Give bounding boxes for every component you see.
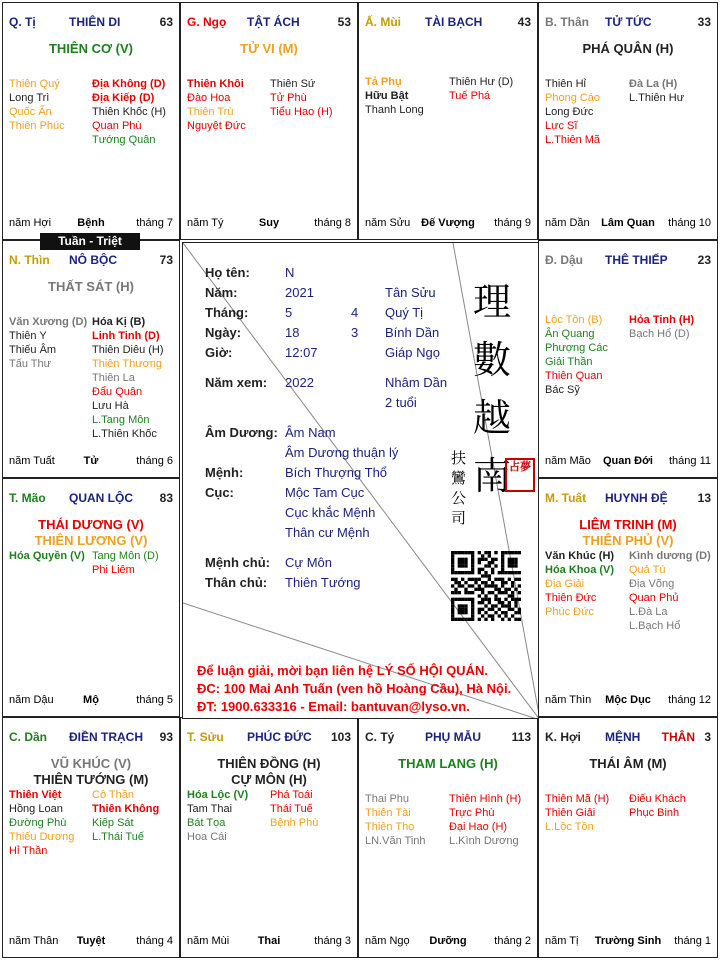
qr-code-icon (451, 551, 521, 621)
palace-name: TẬT ÁCH (247, 15, 300, 29)
minor-star: Thiên Trù (187, 106, 234, 118)
palace-name: THÊ THIẾP (605, 253, 668, 267)
minor-star: Thiên Mã (H) (545, 793, 610, 805)
minor-star: Đà La (H) (629, 78, 678, 90)
palace-number: 103 (330, 730, 351, 744)
minor-star: Thiên Hỉ (545, 78, 586, 90)
minor-star: Tang Môn (D) (92, 550, 159, 562)
minor-star: Thiên Không (92, 803, 160, 815)
footer-stage: Mộ (83, 694, 99, 706)
minor-star: Thiên Hình (H) (449, 793, 522, 805)
minor-stars-right (629, 313, 694, 341)
minor-star: Đường Phù (9, 817, 67, 829)
minor-star: Quan Phù (92, 120, 142, 132)
info-label: Mệnh: (205, 465, 244, 480)
main-star: VŨ KHÚC (V) (50, 756, 132, 771)
palace-footer (545, 217, 711, 231)
footer-stage: Quan Đới (603, 455, 653, 467)
footer-year: năm Hợi (9, 217, 52, 229)
footer-year: năm Tý (187, 217, 224, 229)
minor-star: Trực Phù (449, 807, 495, 819)
footer-stage: Bệnh (77, 217, 105, 229)
palace-header (365, 730, 531, 746)
info-value: Thân cư Mệnh (285, 525, 370, 540)
minor-star: Bệnh Phù (270, 817, 319, 829)
info-value: 18 (285, 325, 300, 340)
minor-star: L.Thiên Hư (629, 92, 685, 104)
info-label: Năm: (205, 285, 238, 300)
minor-star: Thiên La (92, 372, 135, 384)
palace-footer (187, 935, 351, 949)
palace-header (545, 730, 711, 746)
palace-number: 53 (337, 15, 351, 29)
minor-stars-right (449, 75, 513, 103)
calligraphy-char: 南 (473, 454, 512, 498)
info-value: Âm Dương thuận lý (285, 445, 399, 460)
palace-cell (2, 478, 180, 717)
small-calligraphy-char: 鸞 (451, 469, 467, 487)
minor-star: Đại Hao (H) (449, 821, 508, 833)
minor-star: Thiên Khôi (187, 78, 244, 90)
footer-month: tháng 1 (674, 935, 711, 947)
info-value: Cự Môn (285, 555, 332, 570)
palace-position: K. Hợi (545, 730, 581, 744)
minor-stars-left (9, 788, 74, 858)
minor-star: Bát Tọa (187, 817, 226, 829)
footer-month: tháng 12 (668, 694, 711, 706)
minor-star: Thanh Long (365, 104, 424, 116)
info-value: Thiên Tướng (285, 575, 361, 590)
minor-star: Thiên Thương (92, 358, 163, 370)
info-label: Tháng: (205, 305, 249, 320)
minor-star: Thiên Quan (545, 370, 603, 382)
minor-star: Hóa Khoa (V) (545, 564, 615, 576)
calligraphy-char: 數 (473, 338, 512, 382)
minor-stars-right (92, 788, 159, 844)
palace-header (545, 15, 711, 31)
footer-month: tháng 4 (136, 935, 173, 947)
palace-name: TỬ TỨC (605, 15, 652, 29)
palace-name: PHỤ MẪU (425, 730, 481, 744)
minor-star: Kình dương (D) (629, 550, 711, 562)
palace-header (187, 730, 351, 746)
minor-star: Đẩu Quân (92, 386, 143, 398)
footer-month: tháng 3 (314, 935, 351, 947)
footer-month: tháng 11 (668, 455, 711, 467)
minor-star: Phượng Các (545, 342, 608, 354)
palace-cell (358, 717, 538, 958)
minor-star: Phá Toái (270, 789, 313, 801)
minor-star: Thiên Việt (9, 789, 62, 801)
info-value: Mộc Tam Cục (285, 485, 365, 500)
minor-star: Phúc Đức (545, 606, 594, 618)
minor-star: Thiên Y (9, 330, 47, 342)
minor-stars-left (9, 549, 85, 563)
minor-stars-right (92, 549, 159, 577)
minor-star: LN.Văn Tinh (365, 835, 426, 847)
minor-stars-left (187, 788, 248, 844)
palace-footer (9, 935, 173, 949)
minor-stars-left (545, 77, 600, 147)
minor-star: Cô Thần (92, 789, 134, 801)
minor-star: L.Thiên Mã (545, 134, 601, 146)
palace-number: 3 (704, 730, 711, 744)
info-value-lunar: 4 (351, 305, 359, 320)
minor-star: L.Thiên Khốc (92, 428, 157, 440)
info-label: Giờ: (205, 345, 233, 360)
palace-header (545, 253, 711, 269)
footer-month: tháng 2 (494, 935, 531, 947)
palace-header (9, 730, 173, 746)
palace-position: N. Thìn (9, 253, 50, 267)
palace-footer (365, 217, 531, 231)
minor-star: Bạch Hổ (D) (629, 328, 690, 340)
palace-position: Q. Tị (9, 15, 36, 29)
palace-cell (2, 717, 180, 958)
footer-stage: Suy (258, 217, 280, 229)
footer-year: năm Tị (545, 935, 579, 947)
footer-year: năm Thân (9, 935, 59, 947)
minor-stars-left (9, 315, 87, 371)
minor-star: Tả Phụ (365, 76, 402, 88)
credit-line: ĐT: 1900.633316 - Email: bantuvan@lyso.vn. (197, 699, 470, 714)
info-value: 12:07 (285, 345, 318, 360)
minor-star: Tử Phù (270, 92, 307, 104)
footer-stage: Trường Sinh (594, 935, 662, 947)
palace-cell (180, 2, 358, 240)
minor-stars-left (365, 792, 426, 848)
footer-stage: Dưỡng (429, 935, 467, 947)
minor-star: Long Trì (9, 92, 50, 104)
footer-stage: Tuyệt (76, 935, 106, 947)
palace-header (545, 491, 711, 507)
minor-star: Hữu Bật (365, 90, 409, 102)
minor-star: Địa Không (D) (92, 78, 166, 90)
minor-star: Thiên Tài (365, 807, 411, 819)
palace-header (187, 15, 351, 31)
minor-star: Hỏa Tinh (H) (629, 314, 695, 326)
minor-star: Giải Thần (545, 356, 593, 368)
minor-star: Phi Liêm (92, 564, 135, 576)
minor-star: Hoa Cái (187, 831, 227, 843)
minor-stars-left (545, 792, 609, 834)
main-star: PHÁ QUÂN (H) (582, 41, 674, 56)
footer-month: tháng 9 (494, 217, 531, 229)
minor-stars-left (545, 549, 614, 619)
main-star: CỰ MÔN (H) (231, 772, 307, 787)
info-value: Bích Thượng Thổ (285, 465, 388, 480)
palace-number: 83 (159, 491, 173, 505)
minor-star: Nguyệt Đức (187, 120, 246, 132)
main-star: THAM LANG (H) (398, 756, 498, 771)
palace-cell (538, 240, 718, 478)
minor-star: Thiên Thọ (365, 821, 415, 833)
minor-star: Lộc Tồn (B) (545, 314, 603, 326)
main-star: THIÊN CƠ (V) (48, 41, 134, 56)
minor-stars-right (270, 77, 333, 119)
minor-star: L.Bạch Hổ (629, 620, 681, 632)
footer-year: năm Dần (545, 217, 590, 229)
main-star: THIÊN LƯƠNG (V) (34, 533, 148, 548)
minor-star: Quả Tú (629, 564, 666, 576)
minor-stars-right (92, 315, 164, 441)
info-value: N (285, 265, 295, 280)
chart-grid (2, 2, 718, 958)
minor-star: Thiếu Dương (9, 831, 75, 843)
credit-line: ĐC: 100 Mai Anh Tuấn (ven hồ Hoàng Cầu), Hà Nội. (197, 681, 512, 696)
palace-cell (358, 2, 538, 240)
palace-cell (2, 2, 180, 240)
palace-number: 113 (511, 730, 531, 744)
minor-stars-left (187, 77, 246, 133)
minor-star: Thiên Đức (545, 592, 597, 604)
palace-cell (538, 478, 718, 717)
minor-stars-right (449, 792, 521, 848)
minor-star: Văn Khúc (H) (545, 550, 615, 562)
info-value-canchi: 2 tuổi (385, 395, 417, 410)
palace-footer (9, 217, 173, 231)
seal-stamp: 占夢 (505, 458, 535, 492)
minor-star: Lưu Hà (92, 400, 129, 412)
palace-name: THIÊN DI (69, 15, 121, 29)
footer-year: năm Dậu (9, 694, 54, 706)
info-value: 5 (285, 305, 293, 320)
minor-star: Long Đức (545, 106, 594, 118)
palace-footer (545, 455, 711, 469)
palace-position: M. Tuất (545, 491, 587, 505)
palace-position: T. Mão (9, 491, 46, 505)
info-label: Họ tên: (205, 265, 250, 280)
palace-position: C. Tý (365, 730, 395, 744)
palace-name: MỆNH (605, 730, 641, 744)
minor-star: Thiên Phúc (9, 120, 65, 132)
minor-star: Quan Phủ (629, 592, 679, 604)
minor-star: Thiếu Âm (9, 344, 57, 356)
footer-year: năm Mùi (187, 935, 230, 947)
footer-stage: Đế Vượng (421, 217, 475, 229)
info-label: Ngày: (205, 325, 242, 340)
center-info-panel (182, 242, 539, 719)
palace-position: T. Sửu (187, 730, 224, 744)
main-star: THIÊN TƯỚNG (M) (33, 772, 149, 787)
minor-star: L.Tang Môn (92, 414, 150, 426)
minor-star: L.Lộc Tồn (545, 821, 594, 833)
minor-stars-right (629, 792, 686, 820)
minor-star: Bác Sỹ (545, 384, 580, 396)
info-value-canchi: Quý Tị (385, 305, 424, 320)
minor-star: Thiên Hư (D) (449, 76, 514, 88)
palace-cell (2, 240, 180, 478)
info-value-canchi: Tân Sửu (385, 285, 436, 300)
palace-number: 43 (517, 15, 531, 29)
footer-stage: Tử (83, 455, 99, 467)
palace-cell (538, 717, 718, 958)
palace-position: B. Thân (545, 15, 589, 29)
palace-cell (180, 717, 358, 958)
footer-stage: Thai (257, 935, 281, 947)
palace-header (9, 253, 173, 269)
main-star: THIÊN ĐỒNG (H) (217, 756, 321, 771)
palace-cell (538, 2, 718, 240)
info-value-canchi: Bính Dần (385, 325, 440, 340)
palace-header (9, 15, 173, 31)
minor-stars-right (92, 77, 166, 147)
main-star: THÁI DƯƠNG (V) (38, 517, 144, 532)
footer-stage: Mộc Dục (605, 694, 651, 706)
minor-star: Thiên Khốc (H) (92, 106, 166, 118)
info-value: 2021 (285, 285, 314, 300)
minor-star: Hóa Quyền (V) (9, 550, 85, 562)
minor-star: Thiên Giải (545, 807, 596, 819)
palace-footer (9, 455, 173, 469)
minor-star: Thiên Sứ (270, 78, 316, 90)
footer-month: tháng 7 (136, 217, 173, 229)
minor-star: Tấu Thư (9, 358, 52, 370)
minor-star: L.Kình Dương (449, 835, 519, 847)
minor-star: Tiểu Hao (H) (270, 106, 333, 118)
info-value-canchi: Nhâm Dần (385, 375, 448, 390)
footer-month: tháng 8 (314, 217, 351, 229)
info-label: Năm xem: (205, 375, 268, 390)
palace-position: Đ. Dậu (545, 253, 584, 267)
main-star: LIÊM TRINH (M) (579, 517, 677, 532)
footer-month: tháng 6 (136, 455, 173, 467)
palace-name: ĐIỀN TRẠCH (69, 730, 143, 744)
minor-star: Thiên Diêu (H) (92, 344, 164, 356)
footer-year: năm Tuất (9, 455, 55, 467)
minor-star: Địa Kiếp (D) (92, 92, 155, 104)
main-star: THẤT SÁT (H) (48, 279, 134, 294)
palace-number: 63 (159, 15, 173, 29)
palace-name: TÀI BẠCH (425, 15, 483, 29)
info-label: Mệnh chủ: (205, 555, 270, 570)
minor-star: L.Đà La (629, 606, 668, 618)
minor-star: Thiên Quý (9, 78, 60, 90)
small-calligraphy-char: 司 (451, 509, 467, 527)
info-value-lunar: 3 (351, 325, 359, 340)
minor-stars-right (629, 77, 684, 105)
palace-name: NÔ BỘC (69, 253, 117, 267)
palace-number: 93 (159, 730, 173, 744)
footer-year: năm Thìn (545, 694, 592, 706)
palace-number: 13 (697, 491, 711, 505)
info-value-canchi: Giáp Ngọ (385, 345, 440, 360)
palace-footer (365, 935, 531, 949)
info-label: Thân chủ: (205, 575, 268, 590)
minor-star: Đào Hoa (187, 92, 231, 104)
minor-star: Điếu Khách (629, 793, 686, 805)
minor-star: Linh Tinh (D) (92, 330, 160, 342)
minor-star: Hồng Loan (9, 803, 63, 815)
main-star: THÁI ÂM (M) (589, 756, 667, 771)
minor-star: Văn Xương (D) (9, 316, 88, 328)
footer-year: năm Ngọ (365, 935, 410, 947)
main-star: TỬ VI (M) (240, 41, 298, 56)
minor-star: Thai Phụ (365, 793, 410, 805)
minor-stars-left (9, 77, 65, 133)
minor-star: L.Thái Tuế (92, 831, 144, 843)
palace-footer (187, 217, 351, 231)
palace-header (365, 15, 531, 31)
minor-star: Phong Cáo (545, 92, 601, 104)
calligraphy-char: 理 (473, 280, 512, 324)
info-value: Cục khắc Mệnh (285, 505, 376, 520)
minor-star: Quốc Ấn (9, 106, 52, 118)
footer-year: năm Mão (545, 455, 591, 467)
palace-footer (545, 935, 711, 949)
minor-star: Hóa Lộc (V) (187, 789, 249, 801)
palace-footer (9, 694, 173, 708)
palace-position: Ấ. Mùi (365, 15, 401, 29)
credit-line: Để luận giải, mời bạn liên hệ LÝ SỐ HỘI QUÁN. (197, 663, 488, 678)
palace-number: 73 (159, 253, 173, 267)
info-value: Âm Nam (285, 425, 336, 440)
footer-year: năm Sửu (365, 217, 411, 229)
main-star: THIÊN PHỦ (V) (582, 533, 674, 548)
minor-stars-left (545, 313, 608, 397)
minor-stars-right (270, 788, 318, 830)
small-calligraphy (451, 448, 471, 528)
palace-position: G. Ngọ (187, 15, 227, 29)
minor-star: Ân Quang (545, 328, 595, 340)
palace-number: 23 (697, 253, 711, 267)
minor-star: Thái Tuế (270, 803, 313, 815)
minor-star: Tuế Phá (449, 90, 491, 102)
palace-name: HUYNH ĐỆ (605, 491, 668, 505)
palace-number: 33 (697, 15, 711, 29)
minor-star: Lực Sĩ (545, 120, 578, 132)
tuan-triet-badge: Tuần - Triệt (40, 233, 140, 250)
minor-star: Phục Binh (629, 807, 680, 819)
palace-name: PHÚC ĐỨC (247, 730, 312, 744)
minor-stars-left (365, 75, 424, 117)
minor-star: Hỉ Thần (9, 845, 48, 857)
minor-star: Kiếp Sát (92, 817, 134, 829)
minor-stars-right (629, 549, 711, 633)
palace-position: C. Dần (9, 730, 48, 744)
palace-than-marker: THÂN (661, 730, 695, 744)
footer-month: tháng 10 (668, 217, 711, 229)
minor-star: Tướng Quân (92, 134, 156, 146)
palace-footer (545, 694, 711, 708)
minor-star: Hóa Kị (B) (92, 316, 146, 328)
minor-star: Địa Giải (545, 578, 585, 590)
palace-name: QUAN LỘC (69, 491, 133, 505)
info-label: Âm Dương: (205, 425, 278, 440)
palace-header (9, 491, 173, 507)
calligraphy-char: 越 (473, 396, 512, 440)
footer-month: tháng 5 (136, 694, 173, 706)
minor-star: Địa Võng (629, 578, 675, 590)
info-value: 2022 (285, 375, 314, 390)
small-calligraphy-char: 公 (451, 489, 467, 507)
footer-stage: Lâm Quan (601, 217, 655, 229)
minor-star: Tam Thai (187, 803, 233, 815)
small-calligraphy-char: 扶 (451, 449, 467, 467)
info-label: Cục: (205, 485, 234, 500)
